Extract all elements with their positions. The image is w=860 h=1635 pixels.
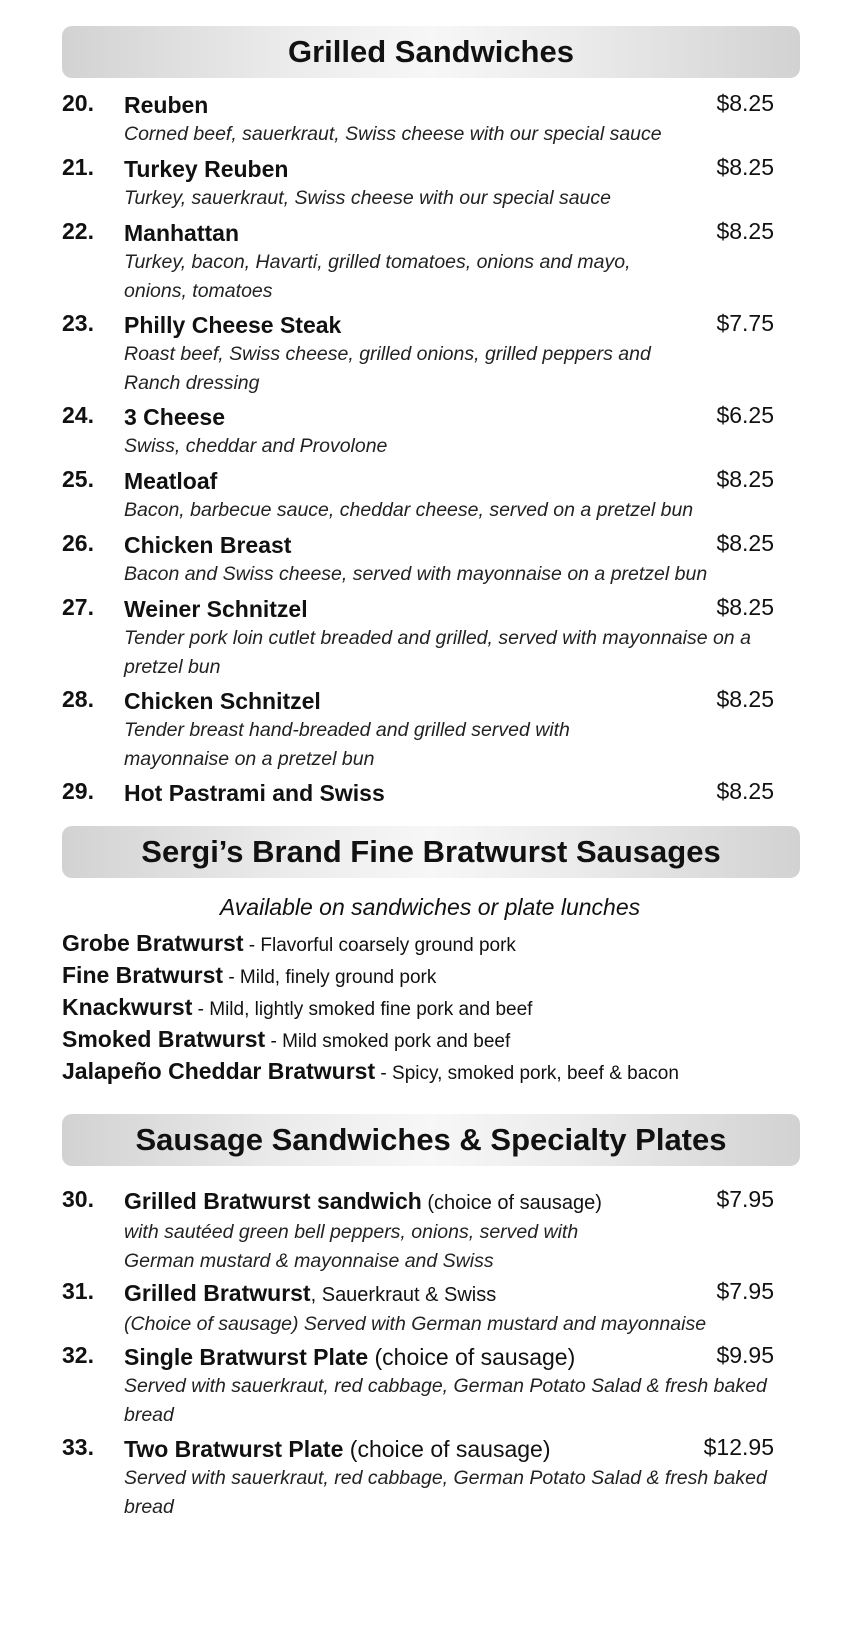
item-price: $7.95	[716, 1278, 774, 1304]
item-name: Two Bratwurst Plate	[124, 1436, 344, 1462]
sausage-item	[62, 1058, 679, 1085]
item-number: 28.	[62, 686, 94, 712]
item-name: Chicken Schnitzel	[124, 688, 321, 714]
menu-item-23	[62, 310, 774, 398]
menu-item-24	[62, 402, 774, 461]
item-price: $8.25	[716, 686, 774, 712]
menu-item-28	[62, 686, 774, 774]
item-description: Served with sauerkraut, red cabbage, German Potato Salad & fresh baked bread	[124, 1375, 767, 1426]
menu-item-26	[62, 530, 774, 589]
sausage-description: - Flavorful coarsely ground pork	[248, 935, 516, 956]
item-price: $7.75	[716, 310, 774, 336]
item-number: 33.	[62, 1434, 94, 1460]
item-note: (choice of sausage)	[343, 1436, 551, 1462]
item-description: Bacon, barbecue sauce, cheddar cheese, served on a pretzel bun	[124, 499, 694, 521]
item-description: Turkey, sauerkraut, Swiss cheese with our special sauce	[124, 187, 611, 209]
item-price: $8.25	[716, 530, 774, 556]
item-number: 20.	[62, 90, 94, 116]
item-price: $8.25	[716, 466, 774, 492]
item-note: (choice of sausage)	[368, 1344, 576, 1370]
item-price: $9.95	[716, 1342, 774, 1368]
item-description: Swiss, cheddar and Provolone	[124, 435, 388, 457]
item-name: Single Bratwurst Plate	[124, 1344, 369, 1370]
item-price: $7.95	[716, 1186, 774, 1212]
item-price: $8.25	[716, 90, 774, 116]
item-price: $8.25	[716, 778, 774, 804]
sausage-name: Jalapeño Cheddar Bratwurst	[62, 1058, 376, 1084]
item-name: Grilled Bratwurst	[124, 1280, 311, 1306]
item-description: Bacon and Swiss cheese, served with mayonnaise on a pretzel bun	[124, 563, 708, 585]
item-price: $12.95	[703, 1434, 774, 1460]
item-price: $8.25	[716, 218, 774, 244]
menu-item-20	[62, 90, 774, 149]
item-name: Meatloaf	[124, 468, 218, 494]
sausage-name: Knackwurst	[62, 994, 193, 1020]
item-name: Hot Pastrami and Swiss	[124, 780, 385, 806]
sausage-name: Smoked Bratwurst	[62, 1026, 266, 1052]
item-description: Served with sauerkraut, red cabbage, German Potato Salad & fresh baked bread	[124, 1467, 767, 1518]
sausage-description: - Spicy, smoked pork, beef & bacon	[380, 1063, 679, 1084]
item-number: 22.	[62, 218, 94, 244]
sausage-item	[62, 930, 516, 957]
menu-item-30	[62, 1186, 774, 1276]
sausage-item	[62, 962, 436, 989]
item-price: $8.25	[716, 594, 774, 620]
item-name: Manhattan	[124, 220, 239, 246]
item-note: , Sauerkraut & Swiss	[310, 1284, 497, 1306]
item-description: Corned beef, sauerkraut, Swiss cheese with our special sauce	[124, 123, 662, 145]
sausage-description: - Mild smoked pork and beef	[270, 1031, 511, 1052]
item-number: 29.	[62, 778, 94, 804]
menu-item-31	[62, 1278, 774, 1339]
sausage-description: - Mild, finely ground pork	[228, 967, 437, 988]
item-description: Tender breast hand-breaded and grilled served with mayonnaise on a pretzel bun	[124, 719, 570, 770]
menu-item-22	[62, 218, 774, 306]
item-description: Tender pork loin cutlet breaded and grilled, served with mayonnaise on a pretzel bun	[124, 627, 751, 678]
grilled-sandwiches-header: Grilled Sandwiches	[62, 26, 800, 78]
menu-item-29	[62, 778, 774, 808]
item-number: 21.	[62, 154, 94, 180]
menu-item-33	[62, 1434, 774, 1522]
item-number: 23.	[62, 310, 94, 336]
menu-item-27	[62, 594, 774, 682]
item-name: Weiner Schnitzel	[124, 596, 308, 622]
item-number: 32.	[62, 1342, 94, 1368]
sausage-name: Grobe Bratwurst	[62, 930, 244, 956]
item-description: (Choice of sausage) Served with German mustard and mayonnaise	[124, 1313, 707, 1335]
item-number: 31.	[62, 1278, 94, 1304]
item-description: with sautéed green bell peppers, onions, served with German mustard & mayonnaise and Swiss	[124, 1221, 579, 1272]
sausage-item	[62, 994, 532, 1021]
menu-item-32	[62, 1342, 774, 1430]
specialty-plates-header: Sausage Sandwiches & Specialty Plates	[62, 1114, 800, 1166]
item-number: 24.	[62, 402, 94, 428]
menu-item-21	[62, 154, 774, 213]
item-name: 3 Cheese	[124, 404, 226, 430]
item-description: Roast beef, Swiss cheese, grilled onions, grilled peppers and Ranch dressing	[124, 343, 651, 394]
sausage-name: Fine Bratwurst	[62, 962, 224, 988]
item-number: 25.	[62, 466, 94, 492]
item-name: Philly Cheese Steak	[124, 312, 342, 338]
item-name: Chicken Breast	[124, 532, 292, 558]
item-price: $8.25	[716, 154, 774, 180]
item-number: 27.	[62, 594, 94, 620]
bratwurst-sausages-header: Sergi’s Brand Fine Bratwurst Sausages	[62, 826, 800, 878]
item-name: Grilled Bratwurst sandwich	[124, 1188, 422, 1214]
item-number: 26.	[62, 530, 94, 556]
sausage-description: - Mild, lightly smoked fine pork and beef	[197, 999, 533, 1020]
item-description: Turkey, bacon, Havarti, grilled tomatoes, onions and mayo, onions, tomatoes	[124, 251, 631, 302]
item-name: Turkey Reuben	[124, 156, 289, 182]
item-price: $6.25	[716, 402, 774, 428]
item-number: 30.	[62, 1186, 94, 1212]
menu-item-25	[62, 466, 774, 525]
sausage-item	[62, 1026, 510, 1053]
bratwurst-intro: Available on sandwiches or plate lunches	[219, 894, 641, 920]
item-name: Reuben	[124, 92, 209, 118]
item-note: (choice of sausage)	[421, 1192, 602, 1214]
